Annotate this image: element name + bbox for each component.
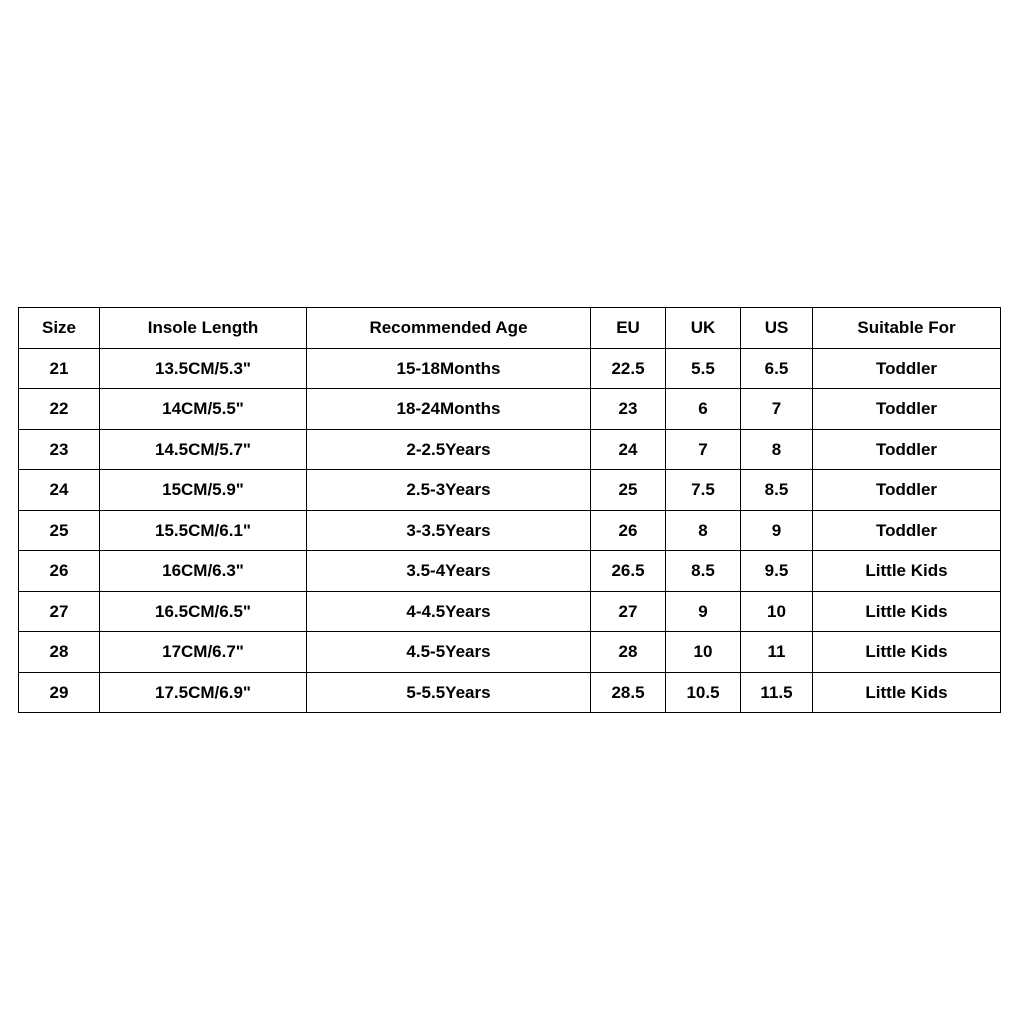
cell-insole-length: 16CM/6.3" [100, 551, 307, 592]
cell-us: 9.5 [741, 551, 813, 592]
cell-insole-length: 13.5CM/5.3" [100, 348, 307, 389]
cell-recommended-age: 4-4.5Years [307, 591, 591, 632]
cell-size: 28 [19, 632, 100, 673]
header-recommended-age: Recommended Age [307, 308, 591, 349]
cell-recommended-age: 2-2.5Years [307, 429, 591, 470]
cell-eu: 22.5 [591, 348, 666, 389]
cell-suitable-for: Toddler [813, 348, 1001, 389]
cell-suitable-for: Little Kids [813, 632, 1001, 673]
cell-uk: 9 [666, 591, 741, 632]
cell-size: 21 [19, 348, 100, 389]
size-chart-table [18, 307, 1001, 713]
cell-eu: 26.5 [591, 551, 666, 592]
cell-eu: 28 [591, 632, 666, 673]
cell-insole-length: 14.5CM/5.7" [100, 429, 307, 470]
cell-suitable-for: Little Kids [813, 672, 1001, 713]
cell-eu: 28.5 [591, 672, 666, 713]
cell-recommended-age: 5-5.5Years [307, 672, 591, 713]
cell-eu: 23 [591, 389, 666, 430]
cell-suitable-for: Toddler [813, 470, 1001, 511]
cell-size: 29 [19, 672, 100, 713]
cell-uk: 10 [666, 632, 741, 673]
table-row [19, 632, 1001, 673]
cell-us: 9 [741, 510, 813, 551]
cell-size: 24 [19, 470, 100, 511]
cell-recommended-age: 18-24Months [307, 389, 591, 430]
table-row [19, 389, 1001, 430]
cell-uk: 8.5 [666, 551, 741, 592]
cell-us: 10 [741, 591, 813, 632]
cell-insole-length: 14CM/5.5" [100, 389, 307, 430]
table-row [19, 510, 1001, 551]
cell-insole-length: 17.5CM/6.9" [100, 672, 307, 713]
cell-suitable-for: Little Kids [813, 591, 1001, 632]
cell-uk: 10.5 [666, 672, 741, 713]
header-insole-length: Insole Length [100, 308, 307, 349]
table-row [19, 429, 1001, 470]
table-row [19, 551, 1001, 592]
table-row [19, 591, 1001, 632]
cell-size: 23 [19, 429, 100, 470]
header-uk: UK [666, 308, 741, 349]
cell-insole-length: 17CM/6.7" [100, 632, 307, 673]
cell-recommended-age: 3.5-4Years [307, 551, 591, 592]
cell-size: 25 [19, 510, 100, 551]
cell-us: 7 [741, 389, 813, 430]
cell-suitable-for: Toddler [813, 389, 1001, 430]
cell-us: 8.5 [741, 470, 813, 511]
table-row [19, 672, 1001, 713]
cell-suitable-for: Toddler [813, 429, 1001, 470]
cell-suitable-for: Little Kids [813, 551, 1001, 592]
cell-suitable-for: Toddler [813, 510, 1001, 551]
cell-uk: 7.5 [666, 470, 741, 511]
size-chart [18, 307, 1000, 713]
cell-recommended-age: 3-3.5Years [307, 510, 591, 551]
header-suitable-for: Suitable For [813, 308, 1001, 349]
cell-size: 27 [19, 591, 100, 632]
cell-eu: 27 [591, 591, 666, 632]
cell-insole-length: 16.5CM/6.5" [100, 591, 307, 632]
cell-recommended-age: 4.5-5Years [307, 632, 591, 673]
table-row [19, 348, 1001, 389]
cell-uk: 5.5 [666, 348, 741, 389]
header-us: US [741, 308, 813, 349]
cell-insole-length: 15.5CM/6.1" [100, 510, 307, 551]
cell-uk: 6 [666, 389, 741, 430]
cell-us: 6.5 [741, 348, 813, 389]
cell-recommended-age: 15-18Months [307, 348, 591, 389]
cell-size: 22 [19, 389, 100, 430]
cell-uk: 7 [666, 429, 741, 470]
cell-recommended-age: 2.5-3Years [307, 470, 591, 511]
table-row [19, 470, 1001, 511]
cell-uk: 8 [666, 510, 741, 551]
cell-eu: 25 [591, 470, 666, 511]
cell-size: 26 [19, 551, 100, 592]
header-size: Size [19, 308, 100, 349]
cell-eu: 24 [591, 429, 666, 470]
header-eu: EU [591, 308, 666, 349]
cell-us: 11 [741, 632, 813, 673]
cell-eu: 26 [591, 510, 666, 551]
header-row [19, 308, 1001, 349]
cell-us: 8 [741, 429, 813, 470]
cell-us: 11.5 [741, 672, 813, 713]
cell-insole-length: 15CM/5.9" [100, 470, 307, 511]
